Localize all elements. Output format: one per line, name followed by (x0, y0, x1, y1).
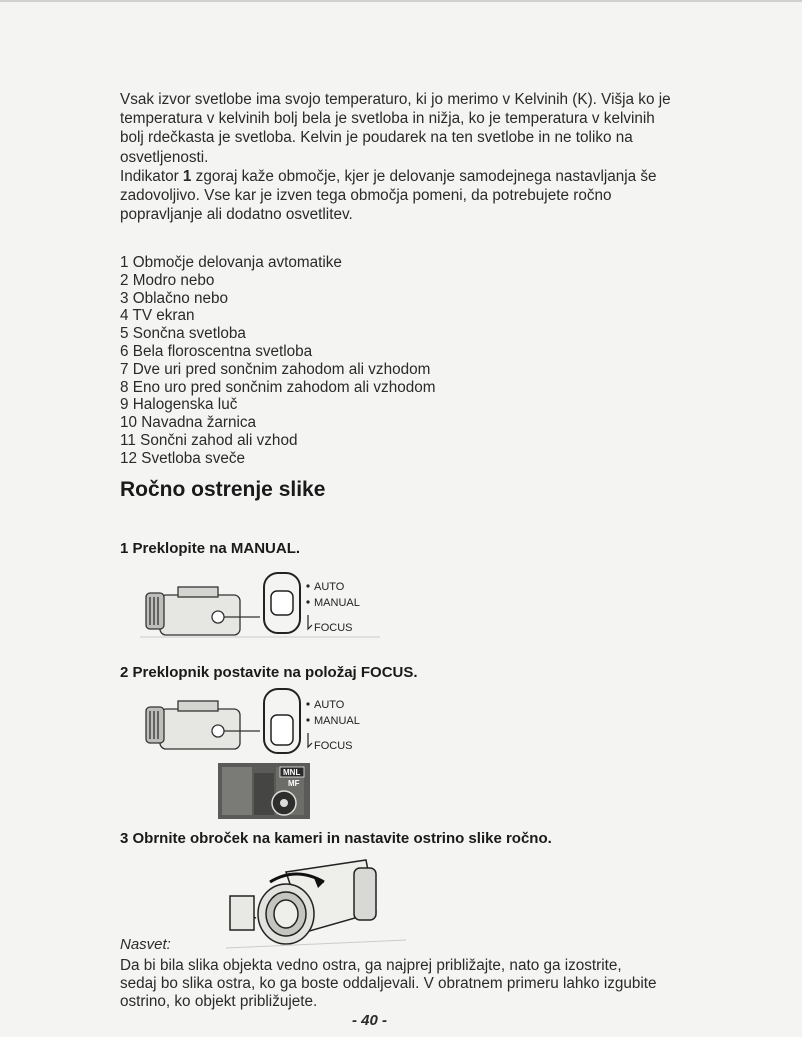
legend-item: 11 Sončni zahod ali vzhod (120, 431, 298, 449)
switch-label-focus: FOCUS (314, 622, 353, 634)
intro-paragraph-2 (120, 167, 680, 225)
step-3: 3 Obrnite obroček na kameri in nastavite ostrino slike ročno. (120, 830, 552, 847)
switch-label-focus: FOCUS (314, 740, 353, 752)
legend-item: 10 Navadna žarnica (120, 414, 257, 432)
legend-item: 1 Območje delovanja avtomatike (120, 254, 342, 271)
camcorder-icon (146, 701, 260, 749)
camcorder-icon (230, 860, 376, 944)
switch-label-manual: MANUAL (314, 715, 360, 727)
switch-label-auto: AUTO (314, 581, 345, 593)
mode-switch-icon (264, 573, 312, 633)
mf-indicator: MF (288, 779, 300, 788)
intro-paragraph-1: Vsak izvor svetlobe ima svojo temperaturo, ki jo merimo v Kelvinih (K). Višja ko je temperatura v kelvinih bolj bela je svetloba in nižja, ko je temperatura v kelvinih bolj rdečkasta je svetloba. Kelvin je poudarek na ten svetlobe in ne toliko na osvetljenosti. (120, 91, 671, 166)
legend-item: 5 Sončna svetloba (120, 325, 246, 343)
legend-item: 12 Svetloba sveče (120, 449, 246, 467)
intro-p2-end: zgoraj kaže območje, kjer je delovanje samodejnega nastavljanja še zadovoljivo. Vse kar je izven tega območja pomeni, da potrebujete ročno popravljanje ali dodatno osvetlitev. (120, 167, 657, 224)
step-1: 1 Preklopite na MANUAL. (120, 540, 301, 557)
switch-label-manual: MANUAL (314, 597, 360, 609)
legend-item: 7 Dve uri pred sončnim zahodom ali vzhodom (120, 360, 431, 378)
switch-label-auto: AUTO (314, 699, 345, 711)
tip-text: Da bi bila slika objekta vedno ostra, ga najprej približajte, nato ga izostrite, sedaj bo slika ostra, ko ga boste oddaljevali. V obratnem primeru lahko izgubite ostrino, ko objekt približujete. (120, 957, 657, 1011)
legend-item: 6 Bela floroscentna svetloba (120, 342, 313, 360)
lcd-screen-image (218, 763, 310, 819)
legend-list (120, 254, 435, 468)
camera-focus-ring-figure (226, 852, 406, 952)
scan-edge (0, 0, 802, 2)
camcorder-icon (146, 587, 260, 635)
section-title: Ročno ostrenje slike (120, 478, 326, 501)
legend-item: 8 Eno uro pred sončnim zahodom ali vzhodom (120, 378, 436, 396)
legend-item: 9 Halogenska luč (120, 396, 238, 414)
camera-switch-figure-2 (140, 685, 380, 767)
mode-switch-icon (264, 689, 312, 753)
step-2: 2 Preklopnik postavite na položaj FOCUS. (120, 664, 418, 681)
intro-text (120, 90, 680, 224)
legend-item: 3 Oblačno nebo (120, 289, 229, 307)
intro-p2-start: Indikator (120, 167, 183, 185)
legend-item: 2 Modro nebo (120, 271, 215, 289)
mnl-indicator: MNL (283, 768, 301, 777)
camera-switch-figure-1 (140, 565, 380, 647)
tip-label: Nasvet: (120, 936, 171, 953)
legend-item: 4 TV ekran (120, 307, 195, 325)
page-number: - 40 - (352, 1012, 388, 1029)
indicator-number: 1 (182, 167, 192, 185)
